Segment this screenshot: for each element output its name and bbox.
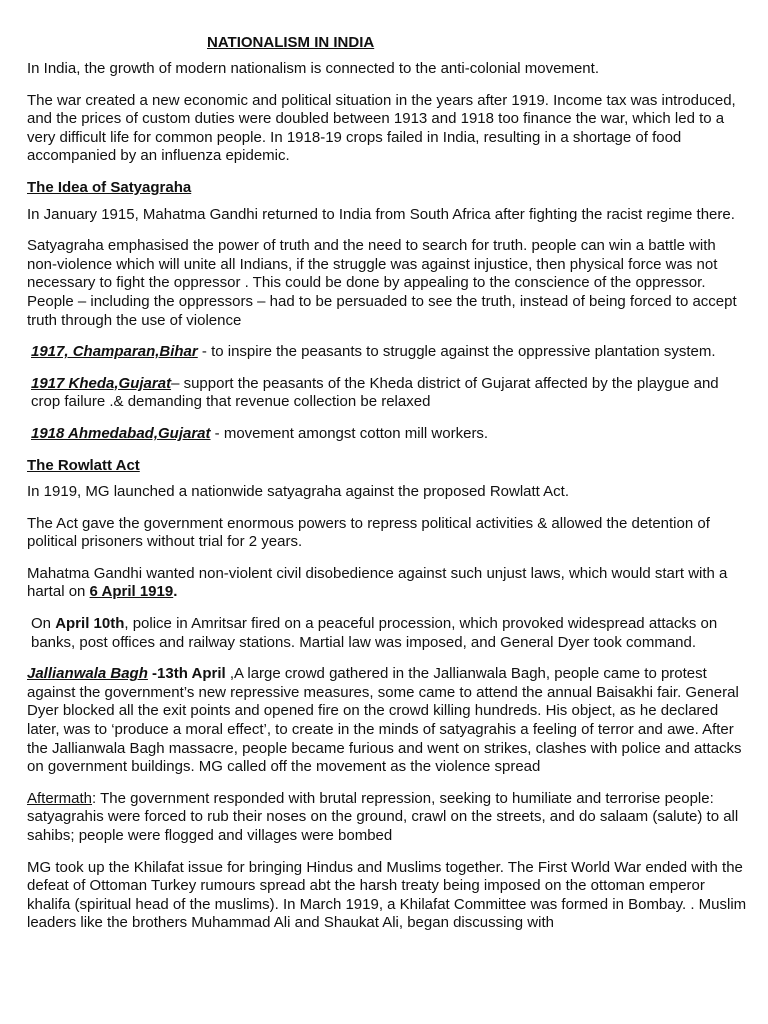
khilafat-paragraph: MG took up the Khilafat issue for bringing Hindus and Muslims together. The First World War ended with the defeat of Ottoman Turkey rumours spread abt the harsh treaty being imposed on the ottoman emperor khalifa (spiritual head of the muslims). In March 1919, a Khilafat Committee was formed in Bombay. . Muslim leaders like the brothers Muhammad Ali and Shaukat Ali, began discussing with <box>27 858 747 932</box>
champaran-text: - to inspire the peasants to struggle against the oppressive plantation system. <box>197 343 716 361</box>
amritsar-pre: On <box>31 615 56 633</box>
jallianwala-paragraph <box>27 665 748 777</box>
ahmedabad-text: - movement amongst cotton mill workers. <box>210 424 489 442</box>
page-title: NATIONALISM IN INDIA <box>207 34 375 51</box>
champaran-label: 1917, Champaran,Bihar <box>31 343 198 361</box>
ahmedabad-label: 1918 Ahmedabad,Gujarat <box>31 424 211 442</box>
kheda-paragraph <box>27 375 748 412</box>
kheda-text: – support the peasants of the Kheda district of Gujarat affected by the playgue and crop failure .& demanding that revenue collection be relaxed <box>31 374 719 411</box>
jallianwala-text: ,A large crowd gathered in the Jallianwala Bagh, people came to protest against the government’s new repressive measures, some came to attend the annual Baisakhi fair. General Dyer blocked all the exit points and opened fire on the crowd killing hundreds. His object, as he declared later, was to ‘produce a moral effect’, to create in the minds of satyagrahis a feeling of terror and awe. After the Jallianwala Bagh massacre, people became furious and went on strikes, clashes with police and attacks on government buildings. MG called off the movement as the violence spread <box>27 665 742 776</box>
aftermath-label: Aftermath <box>27 789 93 807</box>
hartal-date: 6 April 1919 <box>89 583 174 601</box>
war-paragraph: The war created a new economic and political situation in the years after 1919. Income tax was introduced, and the prices of custom duties were doubled between 1913 and 1918 too finance the war, which led to a very difficult life for common people. In 1918-19 crops failed in India, resulting in a shortage of food accompanied by an influenza epidemic. <box>27 91 736 165</box>
rowlatt-paragraph-2: The Act gave the government enormous powers to repress political activities & allowed the detention of political prisoners without trial for 2 years. <box>27 514 710 551</box>
intro-paragraph: In India, the growth of modern nationalism is connected to the anti-colonial movement. <box>27 60 599 77</box>
jallianwala-date: -13th April <box>147 665 226 683</box>
hartal-text: Mahatma Gandhi wanted non-violent civil disobedience against such unjust laws, which would start with a hartal on <box>27 564 728 601</box>
satyagraha-heading: The Idea of Satyagraha <box>27 178 192 196</box>
kheda-label: 1917 Kheda,Gujarat <box>31 374 172 392</box>
satyagraha-paragraph: Satyagraha emphasised the power of truth and the need to search for truth. people can win a battle with non-violence which will unite all Indians, if the struggle was against injustice, then physical force was not necessary to fight the oppressor . This could be done by appealing to the conscience of the oppressor. People – including the oppressors – had to be persuaded to see the truth, instead of being forced to accept truth through the use of violence <box>27 237 737 329</box>
hartal-paragraph <box>27 565 748 602</box>
amritsar-paragraph <box>27 615 748 652</box>
rowlatt-heading: The Rowlatt Act <box>27 456 140 474</box>
amritsar-date: April 10th <box>55 615 125 633</box>
jallianwala-label: Jallianwala Bagh <box>27 665 148 683</box>
hartal-end: . <box>173 583 178 601</box>
amritsar-text: , police in Amritsar fired on a peaceful procession, which provoked widespread attacks on banks, post offices and railway stations. Martial law was imposed, and General Dyer took command. <box>31 615 718 651</box>
gandhi-return-paragraph: In January 1915, Mahatma Gandhi returned to India from South Africa after fighting the racist regime there. <box>27 205 735 223</box>
ahmedabad-paragraph <box>27 425 748 444</box>
rowlatt-paragraph-1: In 1919, MG launched a nationwide satyagraha against the proposed Rowlatt Act. <box>27 483 570 501</box>
aftermath-text: : The government responded with brutal repression, seeking to humiliate and terrorise people: satyagrahis were forced to rub their noses on the ground, crawl on the streets, and do salaam (salute) to all sahibs; people were flogged and villages were bombed <box>27 789 739 844</box>
champaran-paragraph <box>27 343 748 362</box>
aftermath-paragraph <box>27 790 748 846</box>
